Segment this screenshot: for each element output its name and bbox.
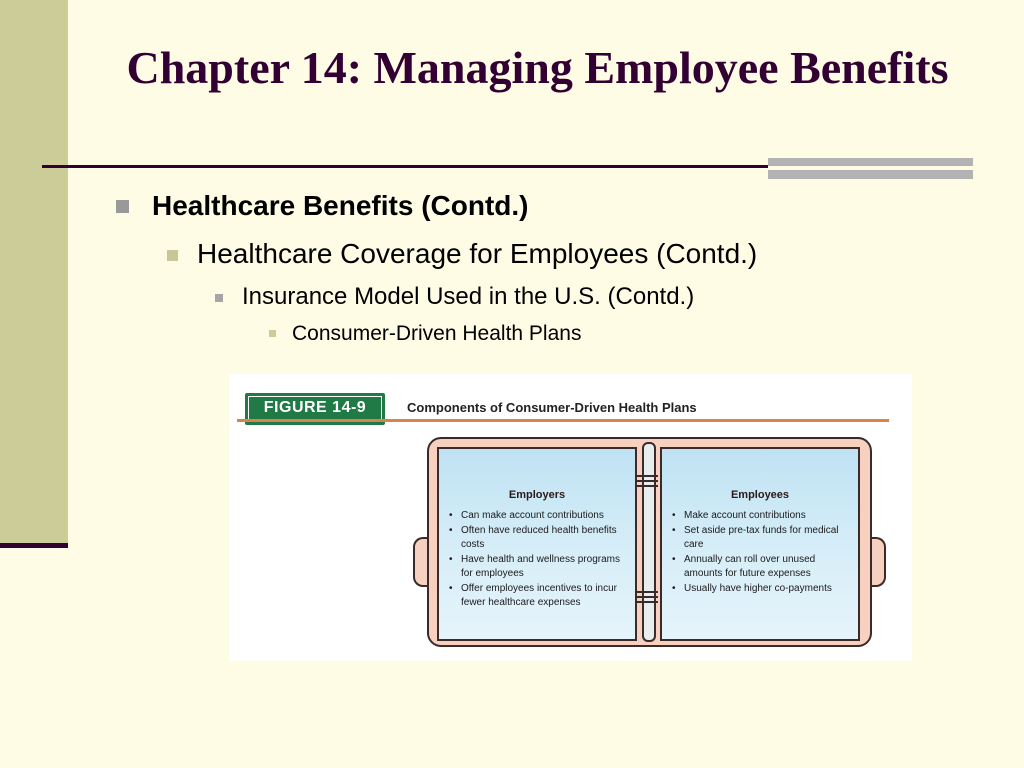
binder-illustration — [427, 437, 872, 647]
binder-ring-icon — [636, 485, 658, 487]
bullet-level-2 — [197, 236, 757, 272]
list-item: • Can make account contributions — [449, 509, 631, 524]
employers-panel — [437, 447, 637, 641]
employers-heading: Employers — [508, 489, 566, 501]
bullet-text: Healthcare Coverage for Employees (Contd.) — [197, 238, 758, 269]
binder-ring-icon — [636, 475, 658, 477]
bullet-text: Insurance Model Used in the U.S. (Contd.) — [242, 283, 695, 310]
slide-title: Chapter 14: Managing Employee Benefits — [126, 42, 949, 93]
bullet-level-4 — [292, 320, 581, 348]
employees-list — [672, 509, 854, 596]
employees-panel — [660, 447, 860, 641]
square-bullet-icon — [167, 250, 178, 261]
title-divider-accent-top — [768, 158, 973, 166]
list-item: • Often have reduced health benefits costs — [449, 524, 631, 553]
bullet-text: Healthcare Benefits (Contd.) — [152, 190, 529, 221]
bullet-level-1 — [152, 188, 529, 224]
square-bullet-icon — [116, 200, 129, 213]
figure-caption-rule — [237, 419, 889, 422]
bullet-level-3 — [242, 282, 694, 312]
binder-ring-icon — [636, 601, 658, 603]
side-band — [0, 0, 68, 546]
figure-tag-label: FIGURE 14-9 — [248, 396, 382, 420]
list-item: • Usually have higher co-payments — [672, 582, 854, 597]
employees-heading: Employees — [730, 489, 790, 501]
binder-ring-icon — [636, 591, 658, 593]
list-item: • Set aside pre-tax funds for medical care — [672, 524, 854, 553]
square-bullet-icon — [269, 330, 276, 337]
list-item: • Make account contributions — [672, 509, 854, 524]
binder-ring-icon — [636, 480, 658, 482]
employers-list — [449, 509, 631, 611]
square-bullet-icon — [215, 294, 223, 302]
figure-14-9 — [229, 374, 912, 661]
bullet-text: Consumer-Driven Health Plans — [292, 322, 582, 345]
binder-ring-icon — [636, 596, 658, 598]
figure-caption: Components of Consumer-Driven Health Plans — [407, 400, 697, 415]
side-band-rule — [0, 543, 68, 548]
title-divider — [42, 165, 768, 168]
title-divider-accent-bottom — [768, 170, 973, 179]
binder-spine — [642, 442, 656, 642]
list-item: • Have health and wellness programs for employees — [449, 553, 631, 582]
list-item: • Offer employees incentives to incur fewer healthcare expenses — [449, 582, 631, 611]
list-item: • Annually can roll over unused amounts for future expenses — [672, 553, 854, 582]
